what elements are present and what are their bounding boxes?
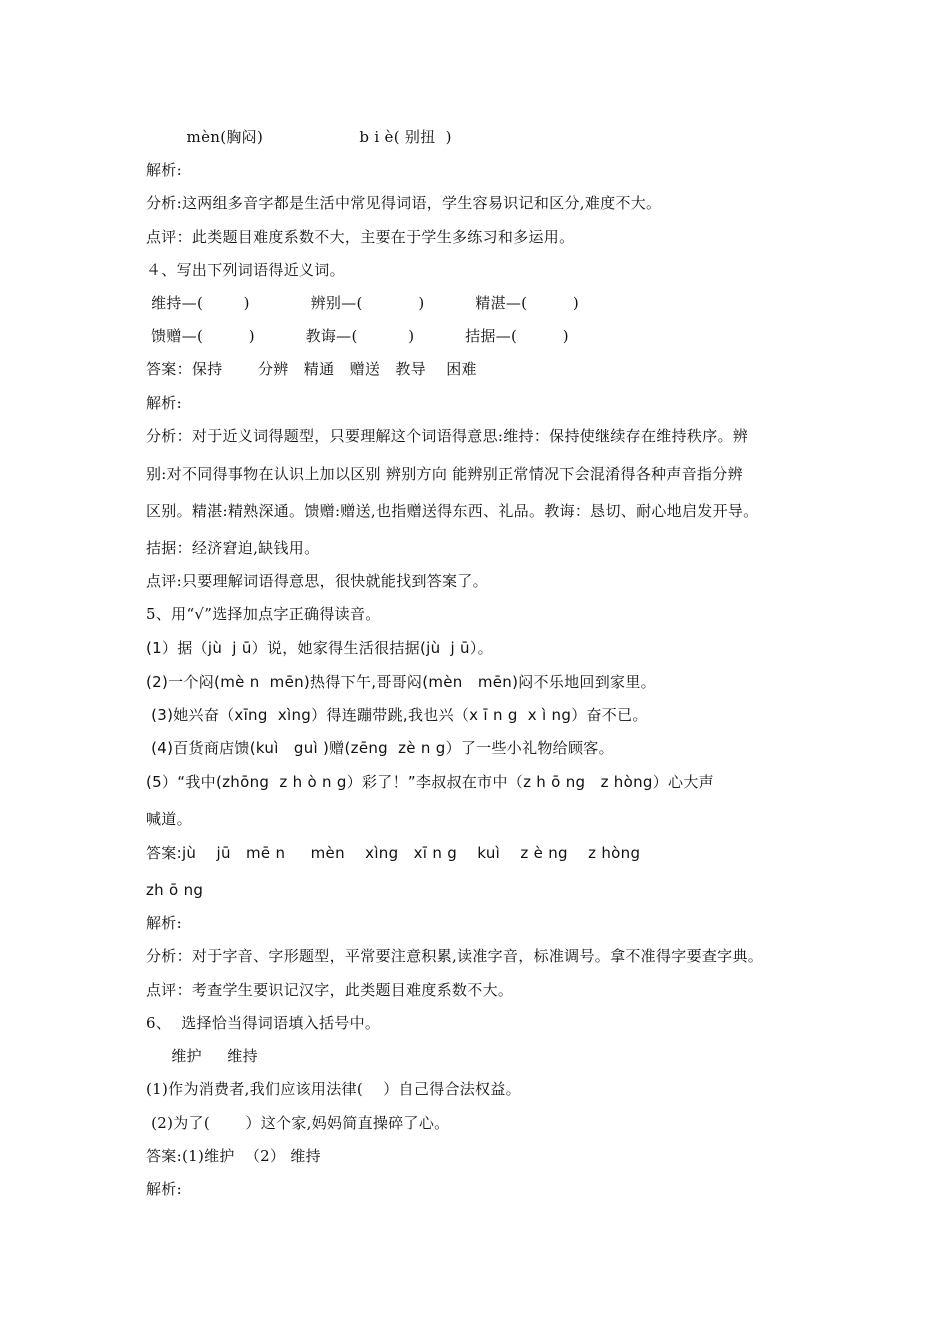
doc-line-item-4: (4)百货商店馈(kuì guì )赠(zēng zè n g）了一些小礼物给顾客。 [146, 739, 614, 757]
doc-line-answer: 答案：保持 分辨 精通 赠送 教导 困难 [146, 360, 477, 378]
doc-line-answer: 答案:jù jū mē n mèn xìng xī n g kuì z è ng z hòng [146, 844, 641, 862]
doc-line-analysis: 分析:这两组多音字都是生活中常见得词语，学生容易识记和区分,难度不大。 [146, 194, 662, 212]
doc-line-item-3: (3)她兴奋（xīng xìng）得连蹦带跳,我也兴（x ī n g x ì ng）奋不已。 [146, 706, 648, 724]
doc-line-synonym-row-2: 馈赠—( ) 教诲—( ) 拮据—( ) [146, 327, 569, 345]
doc-line-question-5: 5、用“√”选择加点字正确得读音。 [146, 605, 381, 623]
doc-line-pinyin-pair: mèn(胸闷) b i è( 别扭 ) [146, 128, 452, 146]
doc-line-question-6: 6、 选择恰当得词语填入括号中。 [146, 1014, 381, 1032]
doc-line-answer-cont: zh ō ng [146, 881, 204, 899]
doc-line-item-5-cont: 喊道。 [146, 810, 192, 828]
doc-line-jiexi: 解析: [146, 161, 182, 179]
doc-line-item-1: (1）据（jù j ū）说，她家得生活很拮据(jù j ū）。 [146, 639, 493, 657]
doc-line-question-4: ４、写出下列词语得近义词。 [146, 261, 345, 279]
doc-line-jiexi: 解析: [146, 394, 182, 412]
doc-line-blank-2: (2)为了( ）这个家,妈妈简直操碎了心。 [146, 1114, 450, 1132]
doc-line-analysis-cont: 别:对不同得事物在认识上加以区别 辨别方向 能辨别正常情况下会混淆得各种声音指分辨 [146, 465, 743, 483]
doc-line-analysis-cont: 区别。精湛:精熟深通。馈赠:赠送,也指赠送得东西、礼品。教诲：恳切、耐心地启发开导。 [146, 502, 759, 520]
doc-line-answer: 答案:(1)维护 （2） 维持 [146, 1147, 321, 1165]
doc-line-jiexi: 解析: [146, 914, 182, 932]
doc-line-jiexi: 解析: [146, 1180, 182, 1198]
doc-line-item-5: (5）“我中(zhōng z h ò n g）彩了！”李叔叔在市中（z h ō ng z hòng）心大声 [146, 773, 714, 791]
doc-line-comment: 点评：此类题目难度系数不大，主要在于学生多练习和多运用。 [146, 228, 575, 246]
doc-line-analysis: 分析：对于近义词得题型，只要理解这个词语得意思:维持：保持使继续存在维持秩序。辨 [146, 427, 749, 445]
doc-line-item-2: (2)一个闷(mè n mēn)热得下午,哥哥闷(mèn mēn)闷不乐地回到家里。 [146, 673, 656, 691]
doc-line-analysis: 分析：对于字音、字形题型，平常要注意积累,读准字音，标准调号。拿不准得字要查字典。 [146, 947, 764, 965]
doc-line-comment: 点评：考查学生要识记汉字，此类题目难度系数不大。 [146, 981, 514, 999]
doc-line-comment: 点评:只要理解词语得意思，很快就能找到答案了。 [146, 572, 488, 590]
doc-line-synonym-row-1: 维持—( ) 辨别—( ) 精湛—( ) [146, 294, 580, 312]
doc-line-word-choices: 维护 维持 [146, 1047, 258, 1065]
doc-line-analysis-cont: 拮据：经济窘迫,缺钱用。 [146, 539, 320, 557]
doc-line-blank-1: (1)作为消费者,我们应该用法律( ）自己得合法权益。 [146, 1080, 521, 1098]
